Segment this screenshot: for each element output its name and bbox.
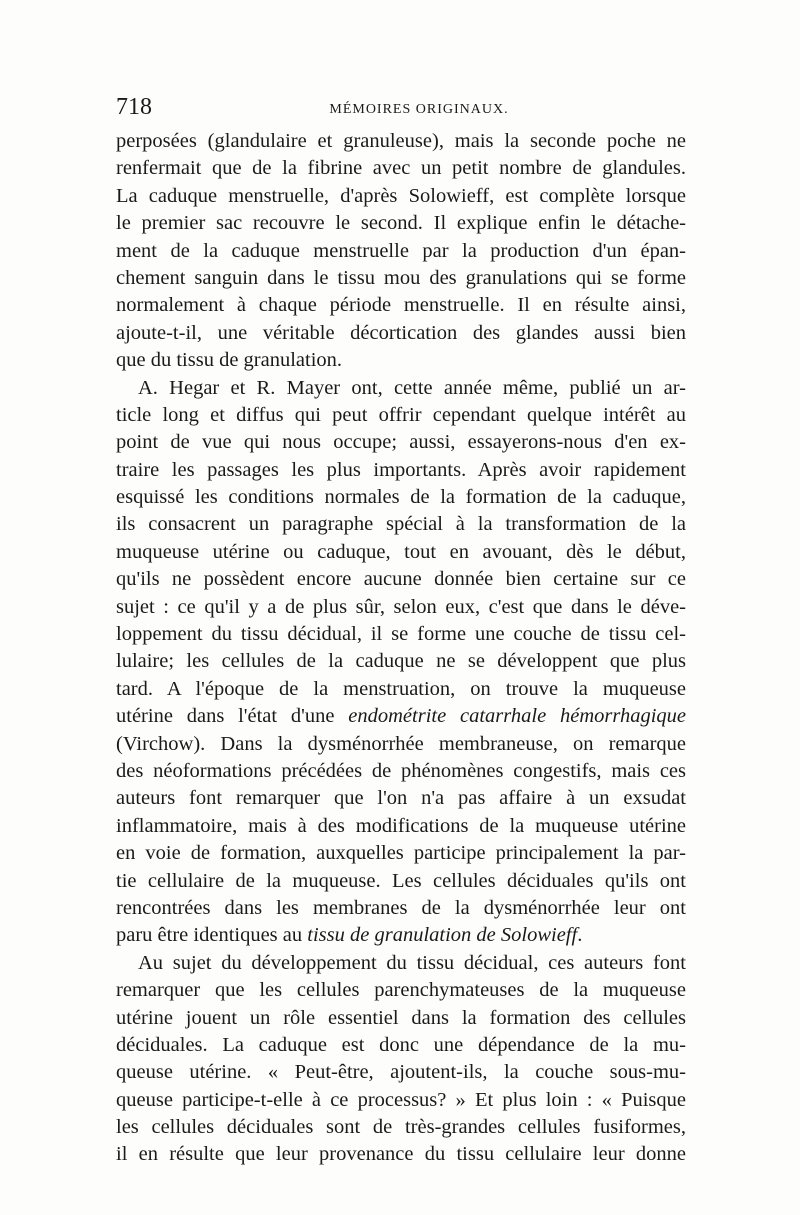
text-line: normalement à chaque période menstruelle. Il en résulte ainsi,	[116, 294, 686, 317]
text-line: en voie de formation, auxquelles participe principalement la par-	[116, 842, 686, 865]
text-line	[116, 922, 686, 949]
text-line: loppement du tissu décidual, il se forme une couche de tissu cel-	[116, 623, 686, 646]
text-line: chement sanguin dans le tissu mou des granulations qui se forme	[116, 266, 686, 289]
running-title: MÉMOIRES ORIGINAUX.	[329, 102, 509, 117]
text-line: déciduales. La caduque est donc une dépendance de la mu-	[116, 1033, 686, 1056]
text-line: remarquer que les cellules parenchymateuses de la muqueuse	[116, 979, 686, 1002]
text-line: A. Hegar et R. Mayer ont, cette année même, publié un ar-	[138, 376, 686, 399]
text-line: le premier sac recouvre le second. Il explique enfin le détache-	[116, 212, 686, 235]
text-line: point de vue qui nous occupe; aussi, essayerons-nous d'en ex-	[116, 431, 686, 454]
text-line: ajoute-t-il, une véritable décortication des glandes aussi bien	[116, 321, 686, 344]
text-line: ticle long et diffus qui peut offrir cependant quelque intérêt au	[116, 403, 686, 426]
text-line	[116, 703, 686, 730]
text-line: utérine jouent un rôle essentiel dans la formation des cellules	[116, 1006, 686, 1029]
text-line: qu'ils ne possèdent encore aucune donnée bien certaine sur ce	[116, 568, 686, 591]
text-line: (Virchow). Dans la dysménorrhée membraneuse, on remarque	[116, 732, 686, 755]
text-line: renfermait que de la fibrine avec un petit nombre de glandules.	[116, 157, 686, 180]
text-line: ils consacrent un paragraphe spécial à la transformation de la	[116, 513, 686, 536]
text-line: rencontrées dans les membranes de la dysménorrhée leur ont	[116, 896, 686, 919]
line-text: paru être identiques au	[116, 924, 308, 947]
text-line: muqueuse utérine ou caduque, tout en avouant, dès le début,	[116, 540, 686, 563]
text-line: La caduque menstruelle, d'après Solowieff, est complète lorsque	[116, 184, 686, 207]
text-line: des néoformations précédées de phénomènes congestifs, mais ces	[116, 759, 686, 782]
text-line: les cellules déciduales sont de très-grandes cellules fusiformes,	[116, 1116, 686, 1139]
italic-term: tissu de granulation de Solowieff	[307, 924, 578, 947]
page-number: 718	[116, 94, 152, 120]
italic-term: endométrite catarrhale hémorrhagique	[348, 705, 687, 728]
text-line: queuse participe-t-elle à ce processus? » Et plus loin : « Puisque	[116, 1088, 686, 1111]
text-line: traire les passages les plus importants. Après avoir rapidement	[116, 458, 686, 481]
page-header	[116, 94, 686, 124]
text-line: esquissé les conditions normales de la formation de la caduque,	[116, 486, 686, 509]
text-line: que du tissu de granulation.	[116, 349, 343, 372]
line-text: utérine dans l'état d'une	[116, 705, 349, 728]
text-line: lulaire; les cellules de la caduque ne se développent que plus	[116, 650, 686, 673]
text-line: perposées (glandulaire et granuleuse), mais la seconde poche ne	[116, 130, 686, 152]
body-text	[116, 128, 686, 1169]
text-line: il en résulte que leur provenance du tissu cellulaire leur donne	[116, 1143, 686, 1166]
text-line: queuse utérine. « Peut-être, ajoutent-ils, la couche sous-mu-	[116, 1061, 686, 1084]
line-text: .	[577, 924, 583, 947]
text-line: sujet : ce qu'il y a de plus sûr, selon eux, c'est que dans le déve-	[116, 595, 686, 618]
text-line: inflammatoire, mais à des modifications de la muqueuse utérine	[116, 814, 686, 837]
text-line: ment de la caduque menstruelle par la production d'un épan-	[116, 239, 686, 262]
text-line: Au sujet du développement du tissu décidual, ces auteurs font	[138, 951, 686, 974]
text-line: tard. A l'époque de la menstruation, on trouve la muqueuse	[116, 677, 686, 700]
text-line: tie cellulaire de la muqueuse. Les cellules déciduales qu'ils ont	[116, 869, 686, 892]
text-line: auteurs font remarquer que l'on n'a pas affaire à un exsudat	[116, 787, 686, 810]
